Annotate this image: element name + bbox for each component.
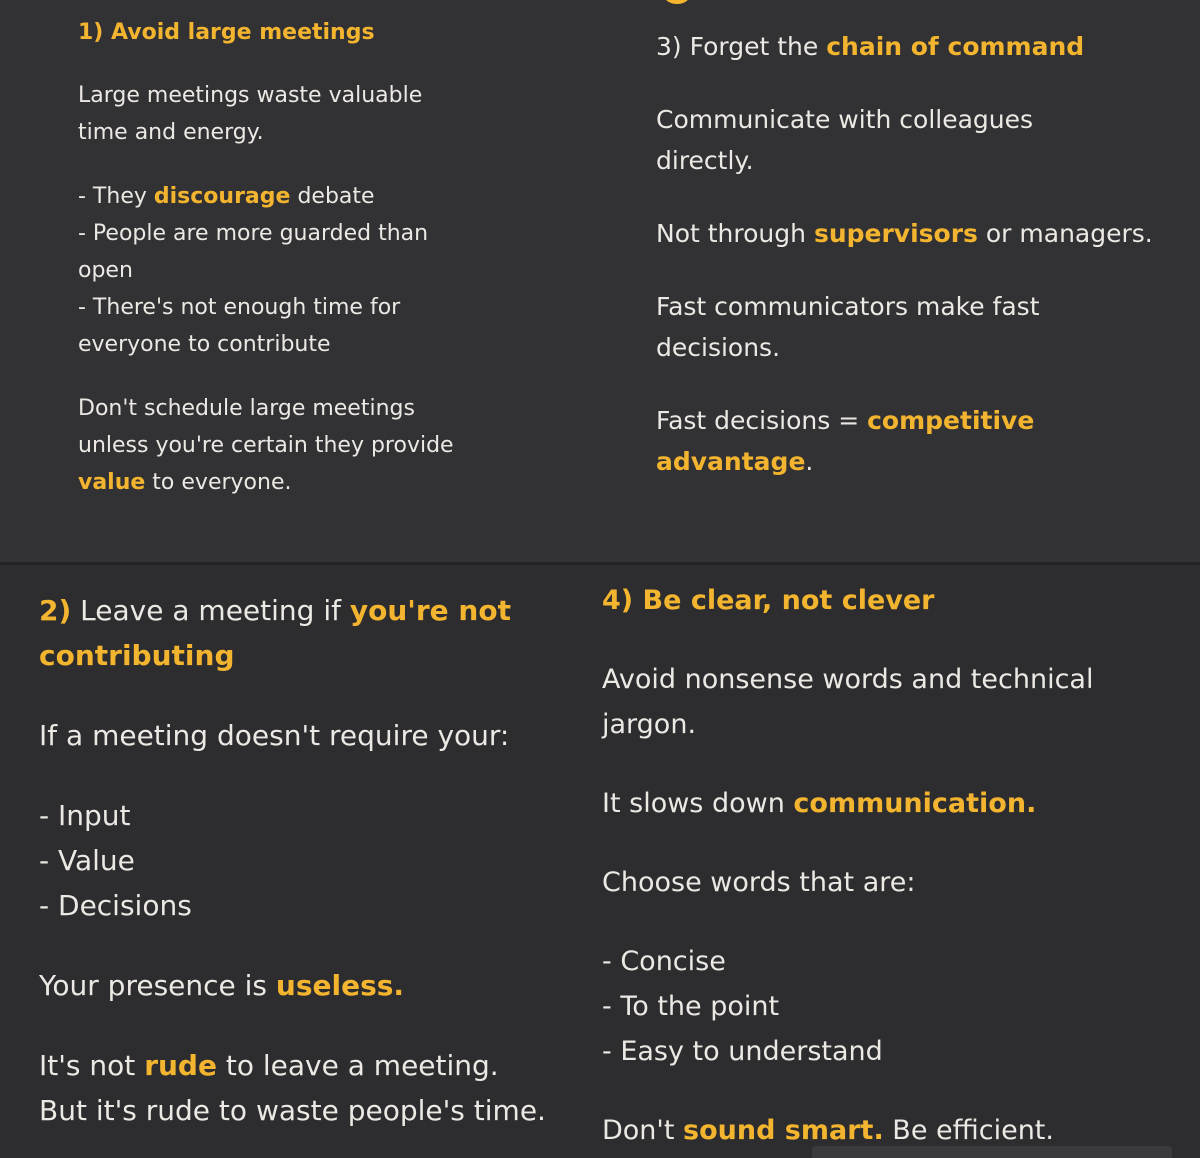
bullet-line	[78, 178, 454, 215]
paragraph-line	[656, 441, 1153, 482]
paragraph-line	[602, 781, 1093, 826]
paragraph-line: But it's rude to waste people's time.	[39, 1094, 546, 1127]
paragraph-line: unless you're certain they provide	[78, 433, 454, 458]
list-item: - Concise	[602, 946, 726, 977]
text: 3) Forget the	[656, 32, 827, 61]
panel-divider	[0, 562, 1200, 565]
paragraph-line: Don't schedule large meetings	[78, 396, 415, 421]
paragraph-line	[78, 464, 454, 501]
paragraph-line: Choose words that are:	[602, 867, 916, 898]
section-forget-chain-of-command	[656, 26, 1153, 482]
paragraph-line: jargon.	[602, 709, 697, 740]
highlight-text: 2)	[39, 594, 72, 627]
section-avoid-large-meetings	[78, 14, 454, 501]
paragraph-line: Large meetings waste valuable	[78, 83, 423, 108]
list-item: - Easy to understand	[602, 1036, 883, 1067]
text: debate	[290, 184, 375, 209]
highlight-text: advantage	[656, 447, 806, 476]
bullet-line: everyone to contribute	[78, 332, 331, 357]
paragraph-line	[39, 963, 546, 1008]
paragraph-line	[39, 1043, 546, 1088]
text: to everyone.	[145, 470, 292, 495]
highlight-text: rude	[144, 1049, 217, 1082]
text: Don't	[602, 1115, 684, 1146]
text: Leave a meeting if	[71, 594, 350, 627]
text: - They	[78, 184, 154, 209]
text: to leave a meeting.	[216, 1049, 499, 1082]
section-heading: 1) Avoid large meetings	[78, 20, 375, 45]
paragraph-line: Fast communicators make fast	[656, 292, 1040, 321]
text: It slows down	[602, 788, 794, 819]
section-be-clear	[602, 578, 1093, 1153]
section-heading: 4) Be clear, not clever	[602, 585, 935, 616]
bullet-line: open	[78, 258, 133, 283]
paragraph-line: Communicate with colleagues	[656, 105, 1034, 134]
text: Your presence is	[39, 969, 276, 1002]
list-item: - Decisions	[39, 889, 192, 922]
section-heading	[39, 588, 546, 633]
text: or managers.	[977, 219, 1153, 248]
highlight-text: sound smart.	[683, 1115, 884, 1146]
paragraph-line: If a meeting doesn't require your:	[39, 719, 510, 752]
list-item: - To the point	[602, 991, 780, 1022]
list-item: - Value	[39, 844, 135, 877]
text: .	[805, 447, 814, 476]
highlight-text: you're not	[349, 594, 511, 627]
section-leave-meeting	[39, 588, 546, 1133]
bullet-line: - People are more guarded than	[78, 221, 429, 246]
text: Be efficient.	[883, 1115, 1054, 1146]
list-item: - Input	[39, 799, 131, 832]
paragraph-line	[656, 213, 1153, 254]
highlight-text: chain of command	[826, 32, 1085, 61]
highlight-text: discourage	[153, 184, 291, 209]
overlay-tab-decoration	[812, 1146, 1172, 1158]
paragraph-line: Avoid nonsense words and technical	[602, 664, 1094, 695]
highlight-text: value	[78, 470, 146, 495]
highlight-text: useless.	[275, 969, 405, 1002]
paragraph-line: decisions.	[656, 333, 781, 362]
text: It's not	[39, 1049, 145, 1082]
paragraph-line: directly.	[656, 146, 754, 175]
highlight-text: competitive	[867, 406, 1035, 435]
highlight-text: supervisors	[813, 219, 978, 248]
paragraph-line: time and energy.	[78, 120, 264, 145]
highlight-text: communication.	[793, 788, 1037, 819]
text: Not through	[656, 219, 814, 248]
section-heading	[656, 26, 1153, 67]
bullet-line: - There's not enough time for	[78, 295, 401, 320]
paragraph-line	[656, 400, 1153, 441]
section-heading-continued: contributing	[39, 639, 235, 672]
text: Fast decisions =	[656, 406, 868, 435]
